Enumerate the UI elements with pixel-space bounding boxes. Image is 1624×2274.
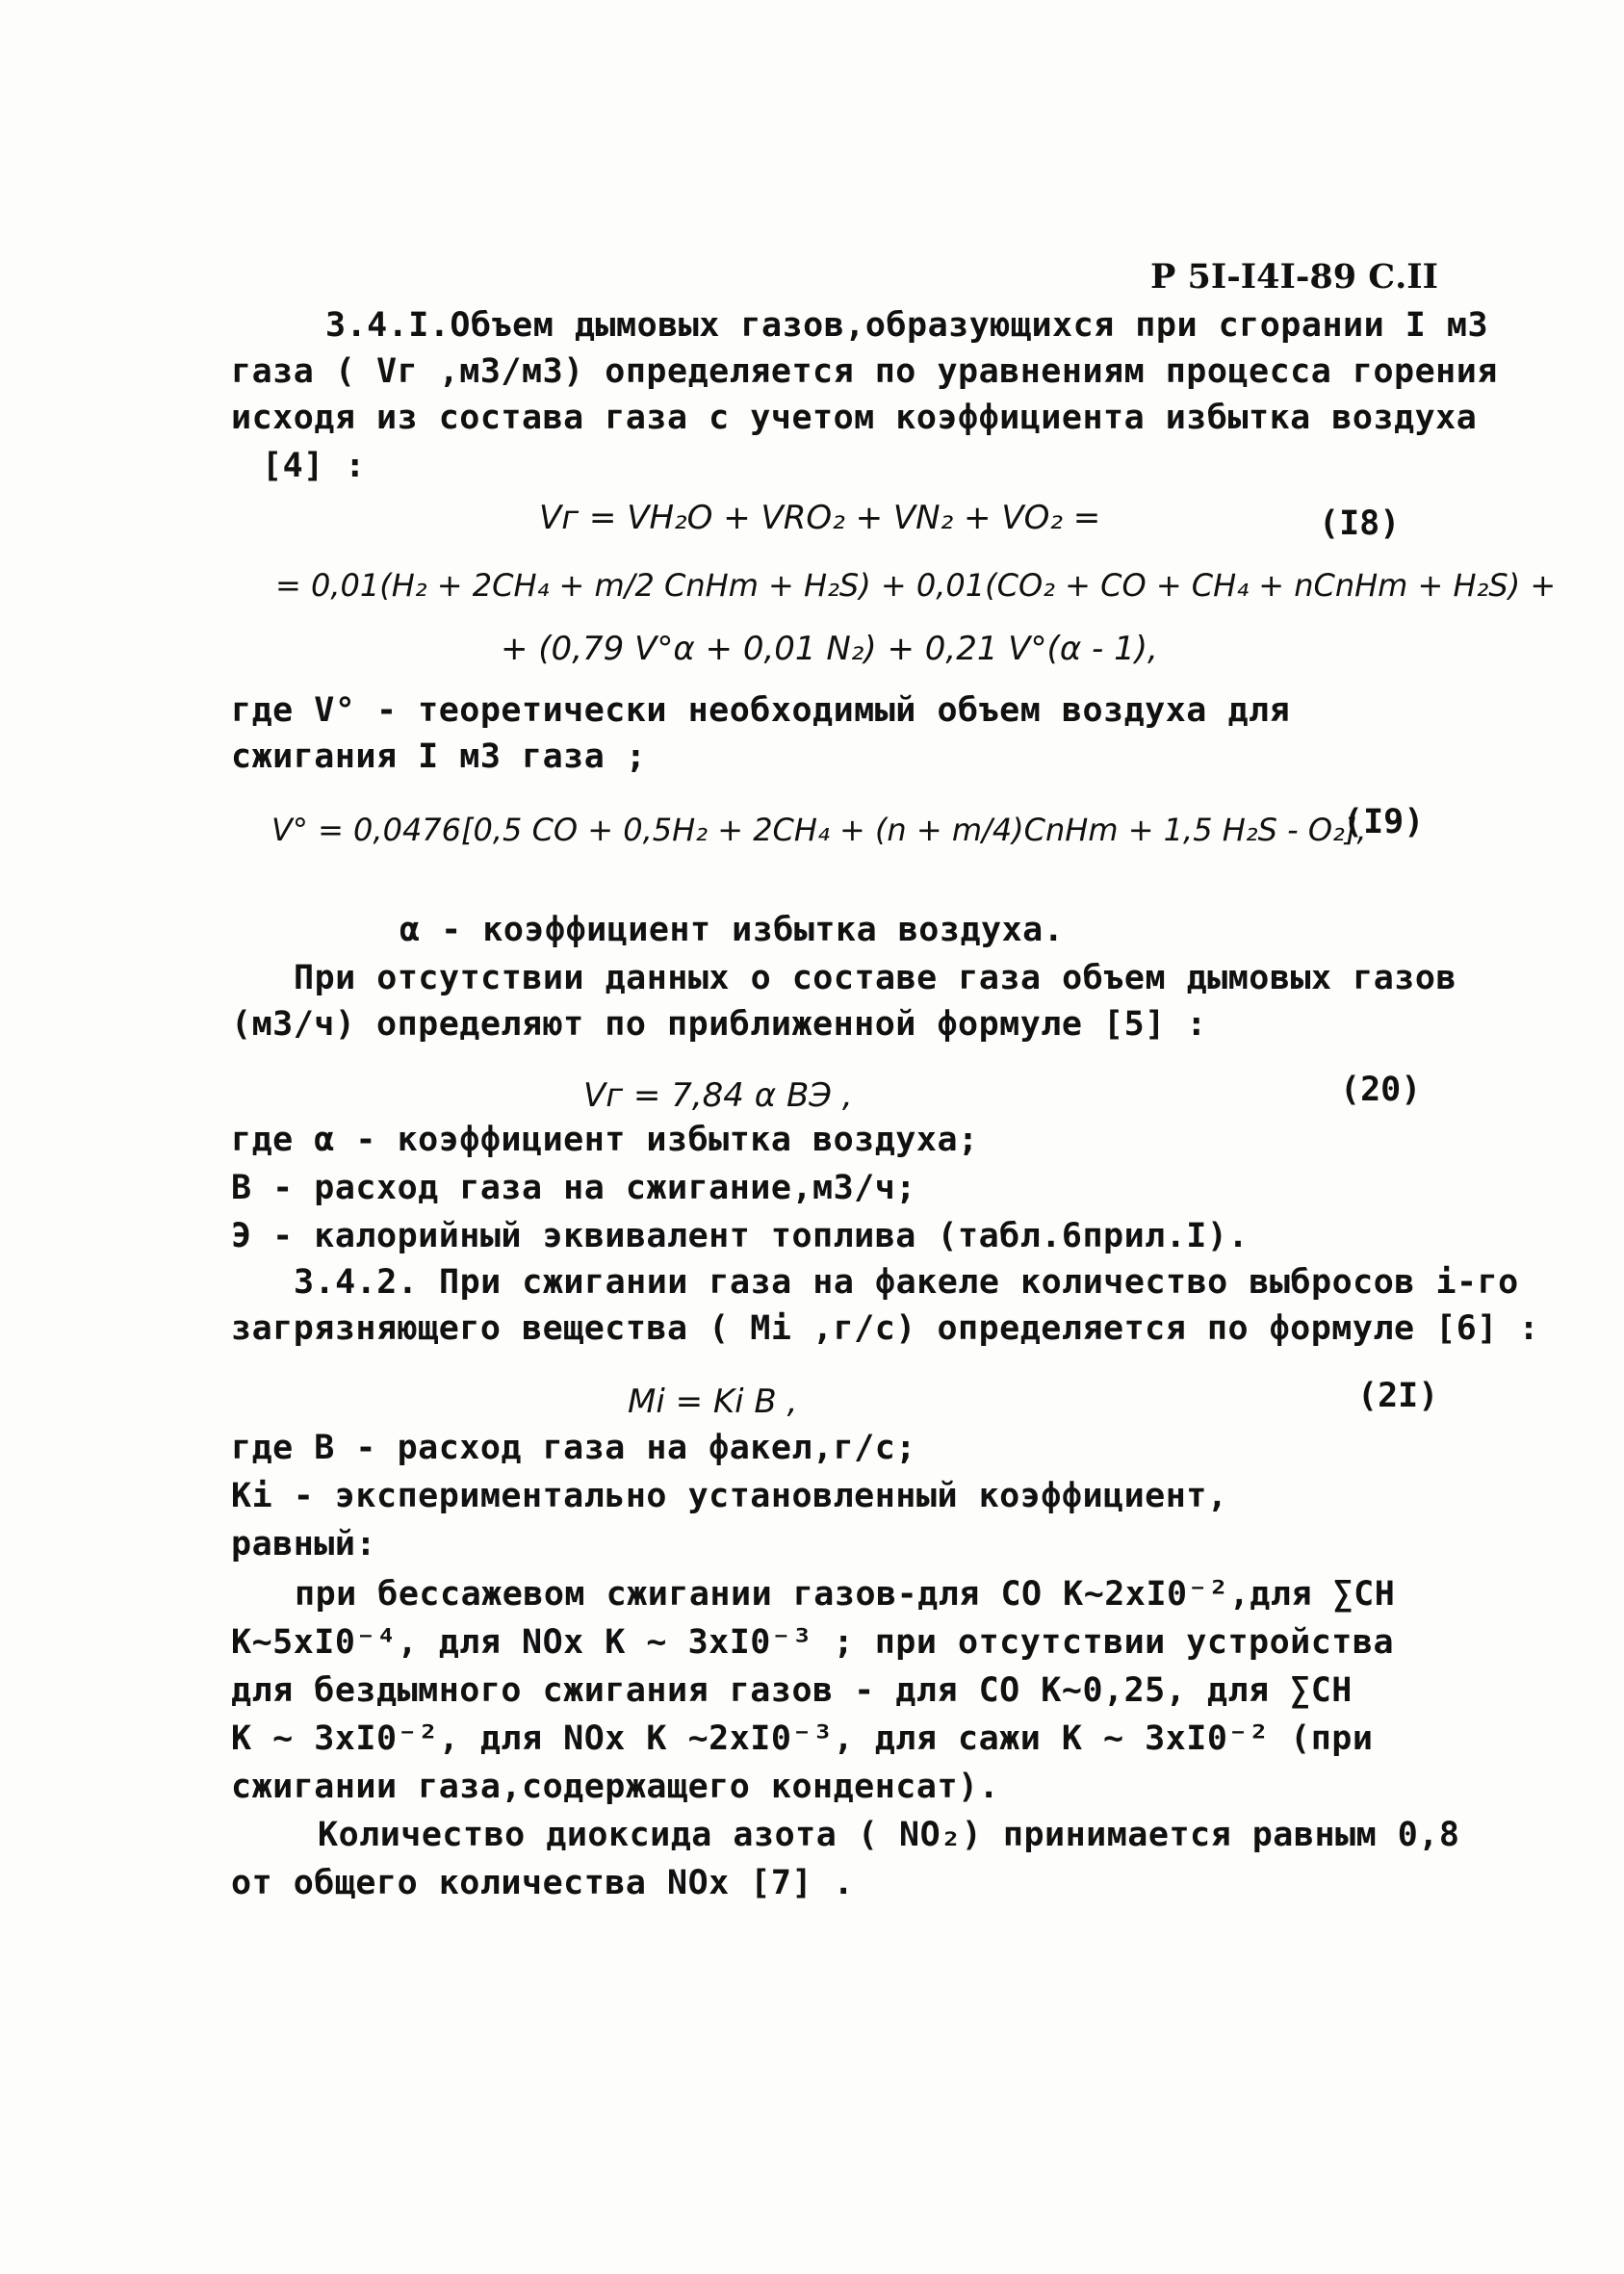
paragraph-line: К ~ 3хI0⁻², для NOx К ~2хI0⁻³, для сажи К ~ 3хI0⁻² (при (231, 1719, 1374, 1758)
paragraph-line: где В - расход газа на факел,г/с; (231, 1429, 916, 1467)
paragraph-line: для бездымного сжигания газов - для СО К~0,25, для ∑СН (231, 1671, 1353, 1710)
paragraph-line: загрязняющего вещества ( Mi ,г/с) определяется по формуле [6] : (231, 1309, 1540, 1348)
formula-21: Mi = Ki B , (628, 1382, 798, 1421)
paragraph-line: где α - коэффициент избытка воздуха; (231, 1121, 979, 1159)
formula-19: V° = 0,0476[0,5 CO + 0,5H₂ + 2CH₄ + (n + m/4)CnHm + 1,5 H₂S - O₂], (271, 812, 1367, 848)
formula-18-line-3: + (0,79 V°α + 0,01 N₂) + 0,21 V°(α - 1), (501, 630, 1158, 668)
formula-18-line-2: = 0,01(H₂ + 2CH₄ + m/2 CnHm + H₂S) + 0,01(CO₂ + CO + CH₄ + nCnHm + H₂S) + (275, 567, 1557, 604)
reference-line: [4] : (262, 447, 366, 485)
paragraph-line: 3.4.2. При сжигании газа на факеле количество выбросов i-го (294, 1263, 1519, 1302)
paragraph-line: Э - калорийный эквивалент топлива (табл.6прил.I). (231, 1217, 1250, 1255)
paragraph-line: К~5хI0⁻⁴, для NOx К ~ 3хI0⁻³ ; при отсутствии устройства (231, 1623, 1395, 1662)
formula-20: Vг = 7,84 α BЭ , (583, 1076, 853, 1115)
paragraph-line: В - расход газа на сжигание,м3/ч; (231, 1169, 916, 1207)
paragraph-line: где V° - теоретически необходимый объем воздуха для (231, 691, 1291, 730)
page-header: Р 5I-I4I-89 С.II (1150, 257, 1439, 297)
paragraph-line: При отсутствии данных о составе газа объем дымовых газов (294, 959, 1457, 997)
paragraph-line: Ki - экспериментально установленный коэффициент, (231, 1477, 1228, 1515)
paragraph-line: α - коэффициент избытка воздуха. (400, 911, 1065, 949)
equation-number: (I9) (1343, 803, 1425, 841)
paragraph-line: 3.4.I.Объем дымовых газов,образующихся при сгорании I м3 (325, 306, 1489, 345)
paragraph-line: Количество диоксида азота ( NO₂) принимается равным 0,8 (318, 1816, 1460, 1854)
paragraph-line: сжигании газа,содержащего конденсат). (231, 1768, 1000, 1806)
paragraph-line: сжигания I м3 газа ; (231, 737, 647, 776)
paragraph-line: (м3/ч) определяют по приближенной формуле [5] : (231, 1005, 1207, 1044)
formula-18-line-1: Vг = VH₂O + VRO₂ + VN₂ + VO₂ = (539, 499, 1101, 537)
paragraph-line: газа ( Vг ,м3/м3) определяется по уравнениям процесса горения (231, 352, 1498, 391)
equation-number: (I8) (1319, 504, 1401, 543)
equation-number: (2I) (1357, 1377, 1439, 1415)
paragraph-line: исходя из состава газа с учетом коэффициента избытка воздуха (231, 399, 1478, 437)
paragraph-line: при бессажевом сжигании газов-для СО К~2хI0⁻²,для ∑СН (295, 1575, 1396, 1614)
paragraph-line: равный: (231, 1525, 377, 1563)
paragraph-line: от общего количества NOx [7] . (231, 1864, 855, 1902)
equation-number: (20) (1340, 1071, 1422, 1109)
